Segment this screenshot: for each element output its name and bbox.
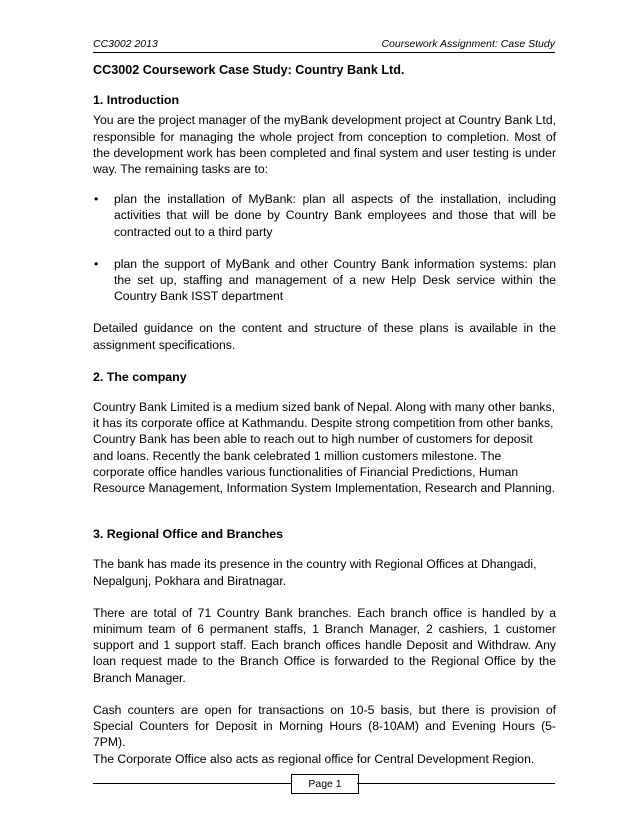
bullet-icon: •	[94, 256, 99, 271]
document-title: CC3002 Coursework Case Study: Country Bank Ltd.	[93, 63, 405, 77]
regional-paragraph-1: The bank has made its presence in the country with Regional Offices at Dhangadi, Nepalgunj, Pokhara and Biratnagar.	[93, 557, 537, 588]
company-paragraph: Country Bank Limited is a medium sized bank of Nepal. Along with many other banks, it has its corporate office at Kathmandu. Despite strong competition from other banks, Country Bank has been able to reach out to high number of customers for deposit and loans. Recently the bank celebrated 1 million customers milestone. The corporate office handles various functionalities of Financial Predictions, Human Resource Management, Information System Implementation, Research and Planning.	[93, 400, 556, 496]
page-header	[93, 36, 555, 53]
section-introduction	[93, 92, 556, 353]
list-item	[93, 256, 556, 305]
document-body	[93, 62, 556, 767]
list-item	[93, 191, 556, 240]
section-company	[93, 369, 556, 496]
bullet-icon: •	[94, 192, 99, 207]
intro-closing-paragraph: Detailed guidance on the content and structure of these plans is available in the assignment specifications.	[93, 321, 556, 352]
page-footer	[93, 776, 555, 790]
regional-paragraph-2: There are total of 71 Country Bank branches. Each branch office is handled by a minimum team of 6 permanent staffs, 1 Branch Manager, 2 cashiers, 1 customer support and 1 support staff. Each branch offices handle Deposit and Withdraw. Any loan request made to the Branch Office is forwarded to the Regional Office by the Branch Manager.	[93, 605, 556, 685]
footer-rule-right	[357, 783, 555, 784]
page-number: Page 1	[291, 774, 359, 794]
section-regional	[93, 526, 556, 766]
task-list	[93, 191, 556, 304]
header-doc-type: Coursework Assignment: Case Study	[381, 38, 555, 50]
list-item-text: plan the support of MyBank and other Country Bank information systems: plan the set up, staffing and management of a new Help Desk service within the Country Bank ISST department	[114, 256, 556, 304]
regional-paragraph-4: The Corporate Office also acts as regional office for Central Development Region.	[93, 751, 535, 766]
header-course-code: CC3002 2013	[93, 38, 158, 50]
section-heading-introduction: 1. Introduction	[93, 93, 180, 108]
regional-paragraph-3: Cash counters are open for transactions on 10-5 basis, but there is provision of Special Counters for Deposit in Morning Hours (8-10AM) and Evening Hours (5-7PM).	[93, 702, 556, 750]
section-heading-company: 2. The company	[93, 369, 187, 384]
section-heading-regional: 3. Regional Office and Branches	[93, 527, 284, 542]
list-item-text: plan the installation of MyBank: plan all aspects of the installation, including activities that will be done by Country Bank employees and those that will be contracted out to a third party	[114, 192, 556, 239]
footer-rule-left	[93, 783, 291, 784]
intro-paragraph: You are the project manager of the myBank development project at Country Bank Ltd, responsible for managing the whole project from conception to completion. Most of the development work has been completed and final system and user testing is under way. The remaining tasks are to:	[93, 113, 556, 177]
